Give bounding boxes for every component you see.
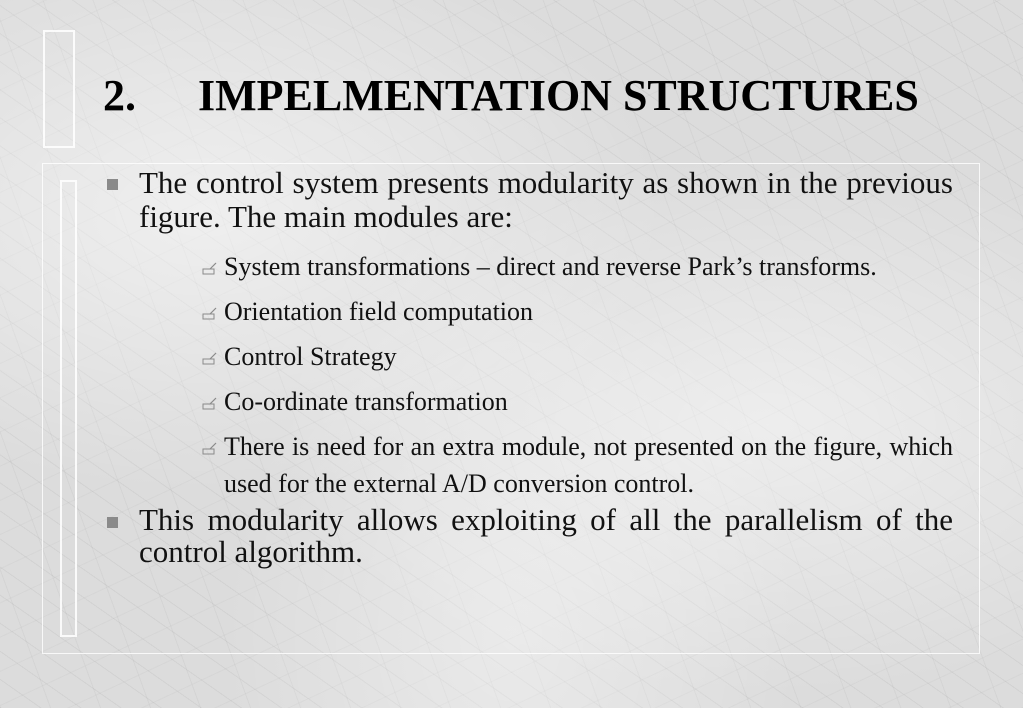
title-accent-frame [43, 30, 75, 148]
sub-bullet-text: System transformations – direct and reverse Park’s transforms. [224, 252, 877, 281]
sub-bullet-text: Co-ordinate transformation [224, 387, 508, 416]
pen-bullet-icon [202, 442, 218, 456]
bullet-text: The control system presents modularity as shown in the previous figure. The main modules are: [139, 165, 953, 234]
title-text: IMPELMENTATION STRUCTURES [198, 71, 919, 120]
slide-body [103, 166, 953, 568]
sub-bullet-item [222, 248, 953, 285]
bullet-text: This modularity allows exploiting of all the parallelism of the control algorithm. [139, 502, 953, 569]
slide-title [103, 70, 919, 122]
title-number: 2. [103, 71, 136, 120]
sub-bullet-item [222, 293, 953, 330]
pen-bullet-icon [202, 262, 218, 276]
sub-bullet-item [222, 383, 953, 420]
sub-bullet-text: Orientation field computation [224, 297, 534, 326]
sub-bullet-text: Control Strategy [224, 342, 397, 371]
sub-bullet-item [222, 428, 953, 502]
sub-bullet-text: There is need for an extra module, not presented on the figure, which used for the external A/D conversion control. [224, 432, 953, 498]
pen-bullet-icon [202, 307, 218, 321]
side-accent-bar [60, 180, 77, 637]
square-bullet-icon [107, 517, 118, 528]
pen-bullet-icon [202, 397, 218, 411]
bullet-item [103, 166, 953, 234]
square-bullet-icon [107, 179, 118, 190]
bullet-item [103, 504, 953, 568]
pen-bullet-icon [202, 352, 218, 366]
sub-bullet-list [103, 248, 953, 502]
sub-bullet-item [222, 338, 953, 375]
